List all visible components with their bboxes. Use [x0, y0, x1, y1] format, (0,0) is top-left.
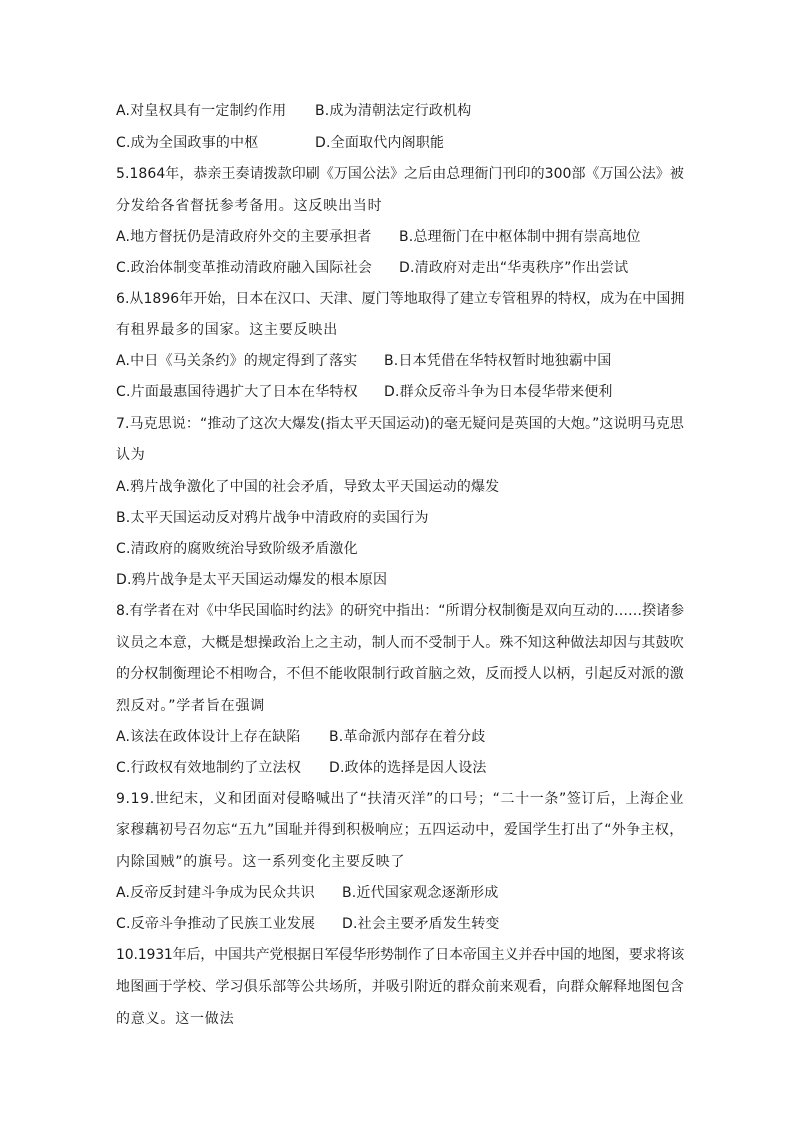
q6-option-d: D.群众反帝斗争为日本侵华带来便利	[384, 384, 613, 400]
q10-stem-line-2: 地图画于学校、学习俱乐部等公共场所，并吸引附近的群众前来观看，向群众解释地图包含	[116, 979, 684, 995]
q4-option-c: C.成为全国政事的中枢	[116, 135, 259, 151]
q8-option-d: D.政体的选择是因人设法	[329, 760, 487, 776]
q6-option-c: C.片面最惠国待遇扩大了日本在华特权	[116, 384, 358, 400]
q5-option-b: B.总理衙门在中枢体制中拥有崇高地位	[399, 229, 641, 245]
q6-stem-line-1: 6.从1896年开始，日本在汉口、天津、厦门等地取得了建立专管租界的特权，成为在中国拥	[116, 291, 685, 307]
q4-option-d: D.全面取代内阁职能	[315, 135, 445, 151]
q5-option-a: A.地方督抚仍是清政府外交的主要承担者	[116, 229, 372, 245]
q9-option-b: B.近代国家观念逐渐形成	[342, 885, 499, 901]
q5-option-d: D.清政府对走出“华夷秩序”作出尝试	[399, 260, 629, 276]
q10-stem-line-3: 的意义。这一做法	[116, 1011, 235, 1027]
q9-options-row-2	[116, 914, 684, 934]
q8-options-row-1	[116, 727, 684, 747]
q8-option-b: B.革命派内部存在着分歧	[329, 729, 486, 745]
q9-option-c: C.反帝斗争推动了民族工业发展	[116, 916, 316, 932]
q6-option-a: A.中日《马关条约》的规定得到了落实	[116, 353, 358, 369]
q8-option-a: A.该法在政体设计上存在缺陷	[116, 729, 301, 745]
q10-stem-line-1: 10.1931年后，中国共产党根据日军侵华形势制作了日本帝国主义并吞中国的地图，要求将该	[116, 947, 685, 963]
q6-stem-line-2: 有租界最多的国家。这主要反映出	[116, 322, 338, 338]
q7-stem-line-1: 7.马克思说：“推动了这次大爆发(指太平天国运动)的毫无疑问是英国的大炮。”这说明马克思	[116, 416, 684, 432]
q5-options-row-2	[116, 258, 684, 278]
q5-options-row-1	[116, 227, 684, 247]
q8-options-row-2	[116, 758, 684, 778]
q6-options-row-2	[116, 382, 684, 402]
q9-option-a: A.反帝反封建斗争成为民众共识	[116, 885, 315, 901]
q7-stem-line-2: 认为	[116, 447, 146, 463]
q6-options-row-1	[116, 351, 684, 371]
q4-options-row-1	[116, 101, 684, 121]
q4-options-row-2	[116, 133, 684, 153]
q6-option-b: B.日本凭借在华特权暂时地独霸中国	[384, 353, 612, 369]
q5-option-c: C.政治体制变革推动清政府融入国际社会	[116, 260, 373, 276]
q9-stem-line-1: 9.19.世纪末，义和团面对侵略喊出了“扶清灭洋”的口号；“二十一条”签订后，上海企业	[116, 791, 685, 807]
q9-option-d: D.社会主要矛盾发生转变	[342, 916, 500, 932]
q8-stem-line-3: 的分权制衡理论不相吻合，不但不能收限制行政首脑之效，反而授人以柄，引起反对派的激	[116, 666, 684, 682]
q5-stem-line-2: 分发给各省督抚参考备用。这反映出当时	[116, 198, 383, 214]
q8-option-c: C.行政权有效地制约了立法权	[116, 760, 302, 776]
q4-option-a: A.对皇权具有一定制约作用	[116, 103, 287, 119]
q7-option-b: B.太平天国运动反对鸦片战争中清政府的卖国行为	[116, 510, 429, 526]
q9-options-row-1	[116, 883, 684, 903]
q9-stem-line-2: 家穆藕初号召勿忘“五九”国耻并得到积极响应；五四运动中，爱国学生打出了“外争主权，	[116, 822, 684, 838]
q7-option-d: D.鸦片战争是太平天国运动爆发的根本原因	[116, 572, 388, 588]
q7-option-a: A.鸦片战争激化了中国的社会矛盾，导致太平天国运动的爆发	[116, 479, 500, 495]
q9-stem-line-3: 内除国贼”的旗号。这一系列变化主要反映了	[116, 854, 406, 870]
q7-option-c: C.清政府的腐败统治导致阶级矛盾激化	[116, 541, 358, 557]
q4-option-b: B.成为清朝法定行政机构	[315, 103, 472, 119]
q8-stem-line-2: 议员之本意，大概是想操政治上之主动，制人而不受制于人。殊不知这种做法却因与其鼓吹	[116, 635, 684, 651]
q8-stem-line-1: 8.有学者在对《中华民国临时约法》的研究中指出：“所谓分权制衡是双向互动的……揆诸参	[116, 603, 685, 619]
q8-stem-line-4: 烈反对。”学者旨在强调	[116, 698, 266, 714]
q5-stem-line-1: 5.1864年，恭亲王奏请拨款印刷《万国公法》之后由总理衙门刊印的300部《万国公法》被	[116, 166, 684, 182]
